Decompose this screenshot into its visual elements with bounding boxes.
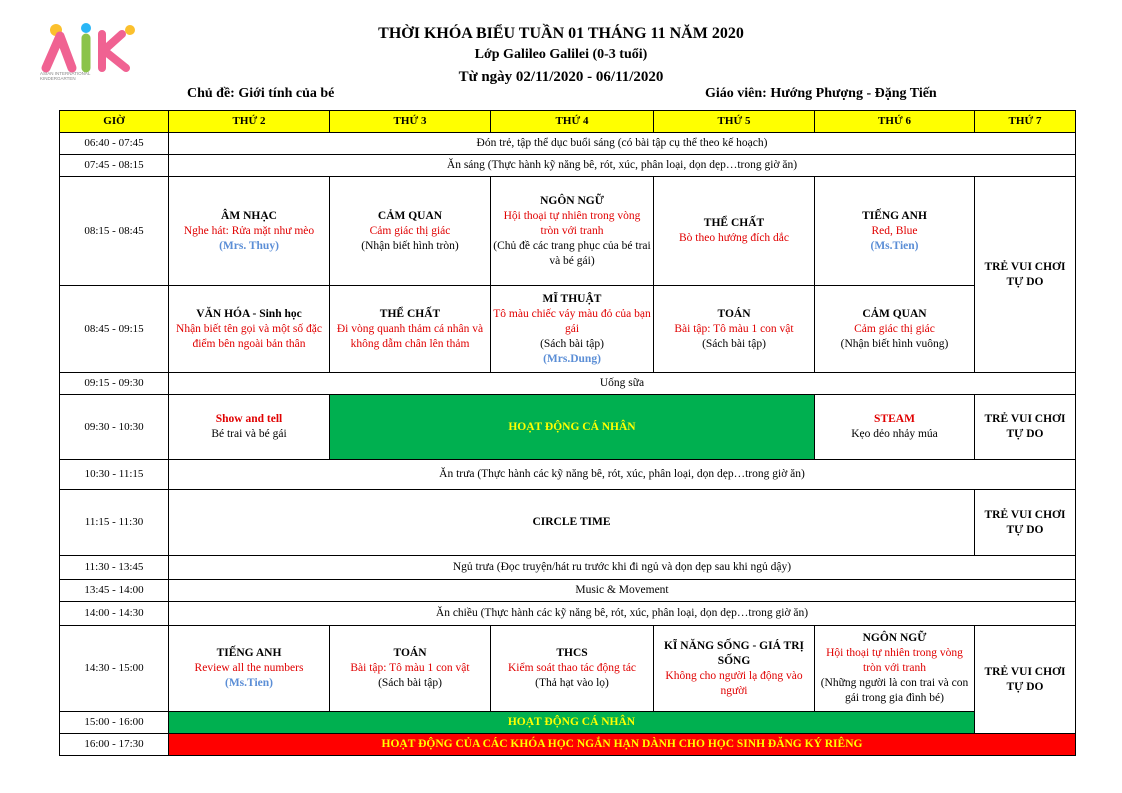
date-range: Từ ngày 02/11/2020 - 06/11/2020 [458,69,664,85]
time-cell: 07:45 - 08:15 [60,155,169,177]
lesson-detail: Hội thoại tự nhiên trong vòng tròn với tranh [503,209,641,237]
activity-cell: Ngủ trưa (Đọc truyện/hát ru trước khi đi ngủ và dọn dẹp sau khi ngủ dậy) [169,556,1076,580]
lesson-cell [169,177,330,286]
lesson-note: (Sách bài tập) [540,337,604,350]
lesson-cell [654,626,815,712]
col-header-fri: THỨ 6 [815,111,975,133]
lesson-detail: Review all the numbers [194,662,304,674]
table-row [60,556,1076,580]
circle-time-cell: CIRCLE TIME [169,490,975,556]
lesson-cell [815,395,975,460]
activity-cell: Uống sữa [169,373,1076,395]
lesson-detail: Red, Blue [871,224,918,237]
lesson-subject: VĂN HÓA - Sinh học [196,307,302,320]
topic-label: Chủ đề: Giới tính của bé [187,86,335,101]
lesson-cell [815,177,975,286]
table-row [60,133,1076,155]
time-cell: 14:30 - 15:00 [60,626,169,712]
class-name: Lớp Galileo Galilei (0-3 tuổi) [474,47,648,62]
table-row [60,286,1076,373]
lesson-subject: MĨ THUẬT [542,292,602,305]
logo-subtext-2: KINDERGARTEN [40,76,76,80]
lesson-teacher: (Mrs.Dung) [543,352,601,365]
col-header-thu: THỨ 5 [654,111,815,133]
lesson-subject: TIẾNG ANH [862,209,927,222]
table-row [60,490,1076,556]
lesson-detail: Không cho người lạ động vào người [665,669,803,697]
lesson-cell [330,286,491,373]
lesson-detail: Cảm giác thị giác [369,224,451,237]
lesson-detail: Bé trai và bé gái [211,428,287,440]
lesson-detail: Cảm giác thị giác [854,322,935,335]
lesson-subject: THỂ CHẤT [379,307,441,320]
lesson-cell [169,626,330,712]
lesson-cell [491,177,654,286]
lesson-note: (Thả hạt vào lọ) [535,677,609,689]
table-row [60,177,1076,286]
lesson-note: (Sách bài tập) [702,337,766,350]
lesson-cell [169,395,330,460]
table-row [60,734,1076,756]
time-cell: 11:15 - 11:30 [60,490,169,556]
lesson-detail: Nghe hát: Rửa mặt như mèo [183,224,315,237]
lesson-cell [491,286,654,373]
lesson-detail: Nhận biết tên gọi và một số đặc điểm bên ngoài bản thân [176,322,322,350]
col-header-sat: THỨ 7 [975,111,1076,133]
lesson-cell [169,286,330,373]
time-cell: 13:45 - 14:00 [60,580,169,602]
lesson-subject: NGÔN NGỮ [862,632,927,644]
col-header-mon: THỨ 2 [169,111,330,133]
lesson-detail: Bài tập: Tô màu 1 con vật [350,662,470,674]
lesson-subject: THỂ CHẤT [703,217,765,229]
time-cell: 14:00 - 14:30 [60,602,169,626]
time-cell: 11:30 - 13:45 [60,556,169,580]
col-header-time: GIỜ [60,111,169,133]
lesson-cell [815,286,975,373]
time-cell: 09:15 - 09:30 [60,373,169,395]
lesson-detail: Kiểm soát thao tác động tác [507,662,637,674]
free-play-cell: TRẺ VUI CHƠI TỰ DO [975,626,1076,734]
activity-cell: Ăn sáng (Thực hành kỹ năng bê, rót, xúc, phân loại, dọn dẹp…trong giờ ăn) [169,155,1076,177]
teacher-label: Giáo viên: Hướng Phượng - Đặng Tiến [705,86,937,101]
lesson-subject: CẢM QUAN [862,307,927,320]
lesson-note: (Chủ đề các trang phục của bé trai và bé gái) [493,239,651,267]
time-cell: 08:15 - 08:45 [60,177,169,286]
lesson-note: (Những người là con trai và con gái trong gia đình bé) [820,677,969,704]
activity-cell: Music & Movement [169,580,1076,602]
lesson-cell [330,626,491,712]
lesson-cell [491,626,654,712]
table-header-row [60,111,1076,133]
col-header-wed: THỨ 4 [491,111,654,133]
lesson-teacher: (Mrs. Thuy) [219,239,279,252]
free-play-cell: TRẺ VUI CHƠI TỰ DO [975,177,1076,373]
lesson-subject: THCS [556,647,588,659]
lesson-note: (Nhận biết hình vuông) [840,337,949,350]
lesson-cell [330,177,491,286]
col-header-tue: THỨ 3 [330,111,491,133]
lesson-detail: Đi vòng quanh thảm cá nhân và không dẫm chân lên thảm [336,322,484,350]
lesson-detail: Bài tập: Tô màu 1 con vật [674,322,794,335]
individual-activity-cell: HOẠT ĐỘNG CÁ NHÂN [330,395,815,460]
lesson-detail: Kẹo dẻo nhảy múa [851,428,938,440]
lesson-note: (Nhận biết hình tròn) [361,239,459,252]
activity-cell: Ăn chiều (Thực hành các kỹ năng bê, rót, xúc, phân loại, dọn dẹp…trong giờ ăn) [169,602,1076,626]
lesson-subject: ÂM NHẠC [221,209,277,222]
lesson-cell [654,286,815,373]
page-title: THỜI KHÓA BIỂU TUẦN 01 THÁNG 11 NĂM 2020 [378,25,744,42]
free-play-cell: TRẺ VUI CHƠI TỰ DO [975,490,1076,556]
time-cell: 08:45 - 09:15 [60,286,169,373]
lesson-detail: Tô màu chiếc váy màu đỏ của bạn gái [493,307,651,335]
lesson-subject: CẢM QUAN [377,209,443,222]
lesson-subject: TOÁN [717,307,751,320]
lesson-subject: STEAM [874,413,915,425]
table-row [60,460,1076,490]
lesson-detail: Bò theo hướng đích dắc [678,232,790,244]
table-row [60,602,1076,626]
table-row [60,712,1076,734]
table-row [60,155,1076,177]
lesson-cell [815,626,975,712]
time-cell: 15:00 - 16:00 [60,712,169,734]
table-row [60,626,1076,712]
lesson-subject: TOÁN [393,647,427,659]
lesson-subject: TIẾNG ANH [216,647,282,659]
activity-cell: Đón trẻ, tập thể dục buổi sáng (có bài tập cụ thể theo kế hoạch) [169,133,1076,155]
lesson-subject: NGÔN NGỮ [540,194,604,207]
lesson-note: (Sách bài tập) [378,677,442,689]
table-row [60,580,1076,602]
lesson-teacher: (Ms.Tien) [870,239,919,252]
lesson-detail: Hội thoại tự nhiên trong vòng tròn với tranh [826,647,963,674]
time-cell: 06:40 - 07:45 [60,133,169,155]
individual-activity-cell: HOẠT ĐỘNG CÁ NHÂN [169,712,975,734]
table-row [60,373,1076,395]
time-cell: 16:00 - 17:30 [60,734,169,756]
short-course-cell: HOẠT ĐỘNG CỦA CÁC KHÓA HỌC NGẮN HẠN DÀNH CHO HỌC SINH ĐĂNG KÝ RIÊNG [169,734,1076,756]
table-row [60,395,1076,460]
lesson-teacher: (Ms.Tien) [224,677,274,689]
free-play-cell: TRẺ VUI CHƠI TỰ DO [975,395,1076,460]
timetable [59,110,1076,756]
lesson-cell [654,177,815,286]
time-cell: 10:30 - 11:15 [60,460,169,490]
time-cell: 09:30 - 10:30 [60,395,169,460]
logo-subtext-1: ASIAN INTERNATIONAL [40,71,91,76]
activity-cell: Ăn trưa (Thực hành các kỹ năng bê, rót, xúc, phân loại, dọn dẹp…trong giờ ăn) [169,460,1076,490]
lesson-subject: KĨ NĂNG SỐNG - GIÁ TRỊ SỐNG [663,639,805,667]
lesson-subject: Show and tell [215,413,283,425]
